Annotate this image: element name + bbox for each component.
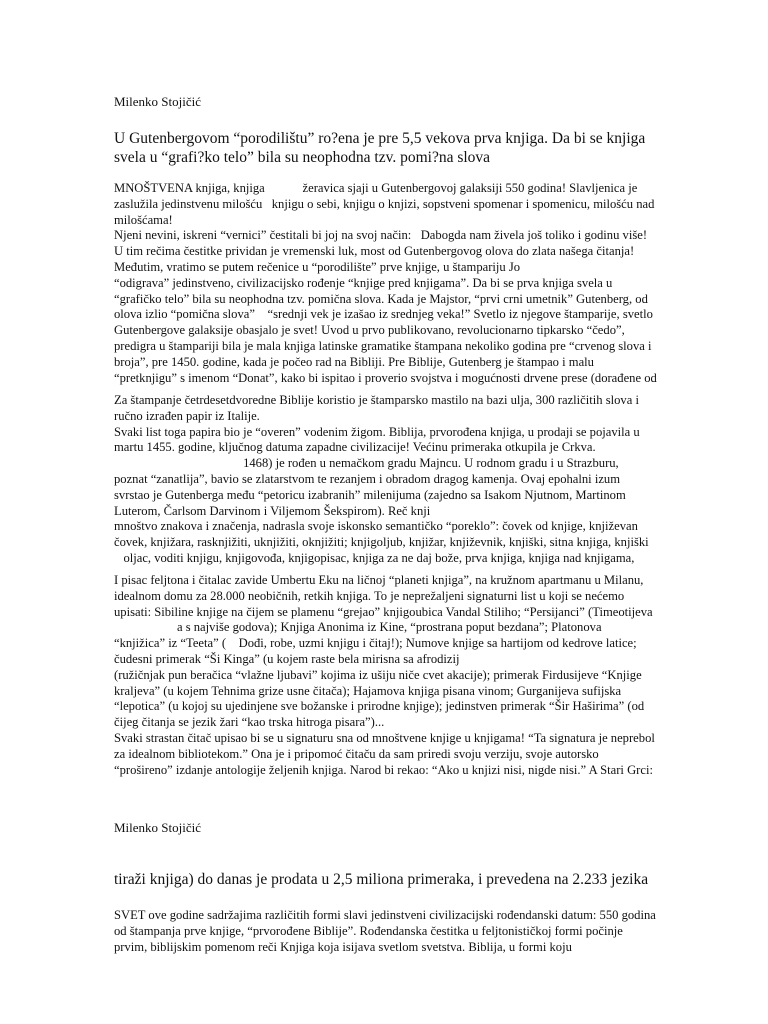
text-line: “knjižica” iz “Teeta” ( Dođi, robe, uzmi knjigu i čitaj!); Numove knjige sa hartijom od kedrove latice;: [114, 636, 637, 651]
body-paragraph-3: [114, 573, 666, 778]
second-headline: [114, 870, 666, 889]
text-line: zaslužila jedinstvenu milošću knjigu o sebi, knjigu o knjizi, sopstveni spomenar i spomenicu, milošću nad: [114, 196, 655, 211]
text-line: čijeg čitanja se jezik žari “kao trska hitroga pisara”)...: [114, 715, 385, 730]
text-line: milošćama!: [114, 212, 173, 227]
text-line: Svaki list toga papira bio je “overen” vodenim žigom. Biblija, prvorođena knjiga, u prodaji se pojavila u: [114, 424, 640, 439]
text-line: “prošireno” izdanje antologije željenih knjiga. Narod bi rekao: “Ako u knjizi nisi, nigde nisi.” A Stari Grci:: [114, 762, 653, 777]
text-line: Gutenbergove galaksije obasjalo je svet! Uvod u prvo publikovano, revolucionarno tipkarsko “čedo”,: [114, 323, 625, 338]
headline-line: U Gutenbergovom “porodilištu” ro?ena je pre 5,5 vekova prva knjiga. Da bi se knjiga: [114, 130, 646, 147]
text-line: “odigrava” jedinstveno, civilizacijsko rođenje “knjige pred knjigama”. Da bi se prva knjiga svela u: [114, 275, 613, 290]
text-line: Luterom, Čarlsom Darvinom i Viljemom Šekspirom). Reč knji: [114, 503, 431, 518]
text-line: ručno izrađen papir iz Italije.: [114, 408, 260, 423]
headline-line: tiraži knjiga) do danas je prodata u 2,5 miliona primeraka, i prevedena na 2.233 jezika: [114, 871, 649, 888]
text-line: prvim, biblijskim pomenom reči Knjiga koja isijava svetlom svetstva. Biblija, u formi koju: [114, 939, 572, 954]
text-line: (ružičnjak pun beračica “vlažne ljubavi” kojima iz ušiju niče cvet akacije); primerak Firdusijeve “Knjige: [114, 667, 642, 682]
text-line: a s najviše godova); Knjiga Anonima iz Kine, “prostrana poput bezdana”; Platonova: [114, 620, 602, 635]
body-paragraph-1: [114, 181, 666, 386]
text-line: kraljeva” (u kojem Tehnima grize usne čitača); Hajamova knjiga pisana vinom; Gurganijeva sufijska: [114, 683, 622, 698]
headline-line: svela u “grafi?ko telo” bila su neophodna tzv. pomi?na slova: [114, 149, 491, 166]
article-headline: [114, 129, 666, 167]
text-line: upisati: Sibiline knjige na čijem se plamenu “grejao” knjigoubica Vandal Stiliho; “Persijanci” (Timeotijeva: [114, 604, 653, 619]
text-line: za idealnom bibliotekom.” Ona je i pripomoć čitaču da sam priredi svoju verziju, svoje autorsko: [114, 746, 599, 761]
text-line: mnoštvo znakova i značenja, nadrasla svoje iskonsko semantičko “poreklo”: čovek od knjige, književan: [114, 519, 638, 534]
text-line: SVET ove godine sadržajima različitih formi slavi jedinstveni civilizacijski rođendanski datum: 550 godina: [114, 908, 656, 922]
text-line: 1468) je rođen u nemačkom gradu Majncu. U rodnom gradu i u Strazburu,: [114, 456, 619, 471]
text-line: čovek, knjižara, rasknjižiti, uknjižiti, oknjižiti; knjigoljub, knjižar, književnik, knjiški, sitna knjiga, knjiški: [114, 535, 649, 550]
text-line: “grafičko telo” bila su neophodna tzv. pomična slova. Kada je Majstor, “prvi crni umetnik” Gutenberg, od: [114, 291, 648, 306]
author-name-repeat: Milenko Stojičić: [114, 820, 202, 835]
body-paragraph-4: [114, 908, 666, 955]
text-line: “pretknjigu” s imenom “Donat”, kako bi ispitao i proverio svojstva i mogućnosti drvene prese (dorađene od: [114, 370, 657, 385]
text-line: olova izlio “pomična slova” “srednji vek je izašao iz srednjeg veka!” Svetlo iz njegove štamparije, svetlo: [114, 307, 653, 322]
text-line: čudesni primerak “Ši Kinga” (u kojem raste bela mirisna sa afrodizij: [114, 651, 460, 666]
text-line: idealnom domu za 28.000 neobičnih, retkih knjiga. To je neprežaljeni signaturni list u koji se nećemo: [114, 588, 625, 603]
text-line: poznat “zanatlija”, bavio se zlatarstvom te rezanjem i obradom dragog kamenja. Ovaj epohalni izum: [114, 471, 621, 486]
text-line: martu 1455. godine, ključnog datuma zapadne civilizacije! Većinu primeraka otkupila je Crkva.: [114, 440, 596, 455]
body-paragraph-2: [114, 393, 666, 567]
text-line: “lepotica” (u kojoj su ujedinjene sve božanske i prirodne knjige); jedinstven primerak “Šir Haširima” (od: [114, 699, 645, 714]
text-line: Međutim, vratimo se putem rečenice u “porodilište” prve knjige, u štampariju Jo: [114, 259, 521, 274]
text-line: svrstao je Gutenberga među “petoricu izabranih” milenijuma (zajedno sa Isakom Njutnom, Martinom: [114, 487, 626, 502]
text-line: U tim rečima čestitke prividan je vremenski luk, most od Gutenbergovog olova do zlata našega čitanja!: [114, 244, 635, 259]
text-line: od štampanja prve knjige, “prvorođene Biblije”. Rođendanska čestitka u feljtonističkoj formi počinje: [114, 923, 623, 938]
text-line: Njeni nevini, iskreni “vernici” čestitali bi joj na svoj način: Dabogda nam živela još toliko i godinu više!: [114, 228, 648, 243]
text-line: Za štampanje četrdesetdvoredne Biblije koristio je štamparsko mastilo na bazi ulja, 300 različitih slova i: [114, 393, 639, 407]
text-line: I pisac feljtona i čitalac zavide Umbertu Eku na ličnoj “planeti knjiga”, na kružnom apartmanu u Milanu,: [114, 573, 644, 587]
text-line: MNOŠTVENA knjiga, knjiga žeravica sjaji u Gutenbergovoj galaksiji 550 godina! Slavljenica je: [114, 181, 638, 195]
text-line: predigra u štampariji bila je mala knjiga latinske gramatike štampana nekoliko godina pre “crvenog slova i: [114, 338, 652, 353]
text-line: Svaki strastan čitač upisao bi se u signaturu sna od mnoštvene knjige u knjigama! “Ta signatura je neprebol: [114, 730, 655, 745]
author-name: Milenko Stojičić: [114, 94, 202, 109]
text-line: broja”, pre 1450. godine, kada je počeo rad na Bibliji. Pre Biblije, Gutenberg je štampao i malu: [114, 354, 594, 369]
text-line: oljac, voditi knjigu, knjigovođa, knjigopisac, knjiga za ne daj bože, prva knjiga, knjiga nad knjigama,: [114, 550, 635, 565]
